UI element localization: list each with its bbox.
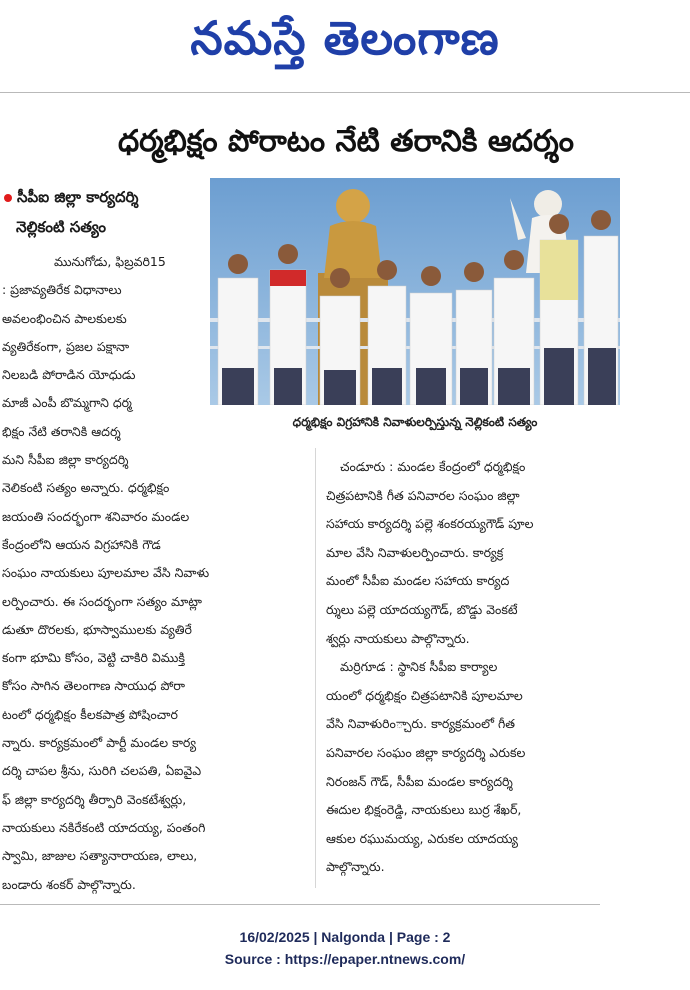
article-column-1 <box>2 248 298 899</box>
column-1-line: నాయకులు నకిరేకంటి యాదయ్య, పంతంగి <box>2 819 206 835</box>
column-2-line: పనివారల సంఘం జిల్లా కార్యదర్శి ఎరుకల <box>326 744 526 760</box>
column-1-line: : ప్రజావ్యతిరేక విధానాలు <box>2 282 122 298</box>
masthead-title: నమస్తే తెలంగాణ <box>190 11 500 65</box>
column-1-line: న్నారు. కార్యక్రమంలో పార్టీ మండల కార్య <box>2 735 197 751</box>
column-1-line: కోసం సాగిన తెలంగాణ సాయుధ పోరా <box>2 678 185 694</box>
column-1-line: కంగా భూమి కోసం, వెట్టి చాకిరి విముక్తి <box>2 650 185 666</box>
column-2-line: ర్శులు పల్లె యాదయ్యగౌడ్, బొడ్డు వెంకటే <box>326 601 518 617</box>
column-2-line: శ్వర్లు నాయకులు పాల్గొన్నారు. <box>326 630 470 646</box>
column-2-line: సహాయ కార్యదర్శి పల్లె శంకరయ్యగౌడ్ పూల <box>326 516 534 532</box>
column-1-line: మాజీ ఎంపీ బొమ్మగాని ధర్మ <box>2 395 132 411</box>
column-2-line: నిరంజన్ గౌడ్, సీపీఐ మండల కార్యదర్శి <box>326 773 513 789</box>
column-2-line: పాల్గొన్నారు. <box>326 859 385 875</box>
column-1-line: లర్పించారు. ఈ సందర్భంగా సత్యం మాట్లా <box>2 593 202 609</box>
column-2-line: చిత్రపటానికి గీత పనివారల సంఘం జిల్లా <box>326 487 520 503</box>
column-2-line: చండూరు : మండల కేంద్రంలో ధర్మభిక్షం <box>340 459 526 474</box>
column-1-line: స్వామి, జాజుల సత్యానారాయణ, లాలు, <box>2 848 198 864</box>
masthead-rule <box>0 92 690 93</box>
column-2-line: మర్రిగూడ : స్థానిక సీపీఐ కార్యాల <box>340 659 498 675</box>
article-headline: ధర్మభిక్షం పోరాటం నేటి తరానికి ఆదర్శం <box>117 124 575 159</box>
photo-caption: ధర్మభిక్షం విగ్రహానికి నివాళులర్పిస్తున్న నెల్లికంటి సత్యం <box>292 415 538 429</box>
column-1-line: కేంద్రంలోని ఆయన విగ్రహానికి గౌడ <box>2 536 161 552</box>
column-2-line: మాల వేసి నివాళులర్పించారు. కార్యక్ర <box>326 544 504 560</box>
column-1-line: డుతూ దొరలకు, భూస్వాములకు వ్యతిరే <box>2 621 192 637</box>
column-2-line: మంలో సీపీఐ మండల సహాయ కార్యద <box>326 573 510 589</box>
column-2-line: వేసి నివాళురిం్చారు. కార్యక్రమంలో గీత <box>326 716 515 732</box>
article-bottom-rule <box>0 904 600 905</box>
column-2-line: ఆకుల రఘుమయ్య, ఎరుకల యాదయ్య <box>326 830 519 846</box>
column-1-line: సంఘం నాయకులు పూలమాల వేసి నివాళు <box>2 565 210 581</box>
column-divider <box>315 448 316 888</box>
column-2-line: ఈదుల భిక్షంరెడ్డి, నాయకులు బుర్ర శేఖర్, <box>326 802 522 818</box>
column-1-line: నెలికంటి సత్యం అన్నారు. ధర్మభిక్షం <box>2 480 170 496</box>
article-subhead <box>4 182 204 242</box>
column-1-line: మని సీపీఐ జిల్లా కార్యదర్శి <box>2 452 129 468</box>
column-1-line: భిక్షం నేటి తరానికి ఆదర్శ <box>2 423 121 439</box>
column-2-line: యంలో ధర్మభిక్షం చిత్రపటానికి పూలమాల <box>326 687 523 703</box>
column-1-line: బండారు శంకర్ పాల్గొన్నారు. <box>2 876 136 892</box>
column-1-line: టంలో ధర్మభిక్షం కీలకపాత్ర పోషించార <box>2 706 178 722</box>
column-1-line: ఫ్ జిల్లా కార్యదర్శి తీర్పారి వెంకటేశ్వర్లు, <box>2 791 187 807</box>
footer-edition-info: 16/02/2025 | Nalgonda | Page : 2 <box>239 929 451 945</box>
column-1-line: దర్శి చాపల శ్రీను, సురిగి చలపతి, ఏఐవైఎ <box>2 763 202 779</box>
column-1-line: వ్యతిరేకంగా, ప్రజల పక్షానా <box>2 338 130 354</box>
column-1-line: మునుగోడు, ఫిబ్రవరి15 <box>54 254 166 269</box>
column-1-line: నిలబడి పోరాడిన యోధుడు <box>2 367 136 383</box>
column-1-line: అవలంభించిన పాలకులకు <box>2 310 127 326</box>
red-bullet-icon <box>4 194 12 202</box>
article-column-2 <box>326 453 622 882</box>
subhead-line-1: సీపీఐ జిల్లా కార్యదర్శి <box>17 188 139 206</box>
column-1-line: జయంతి సందర్భంగా శనివారం మండల <box>2 508 190 524</box>
subhead-line-2: నెల్లికంటి సత్యం <box>16 218 107 236</box>
footer-source-link[interactable]: Source : https://epaper.ntnews.com/ <box>224 951 466 967</box>
